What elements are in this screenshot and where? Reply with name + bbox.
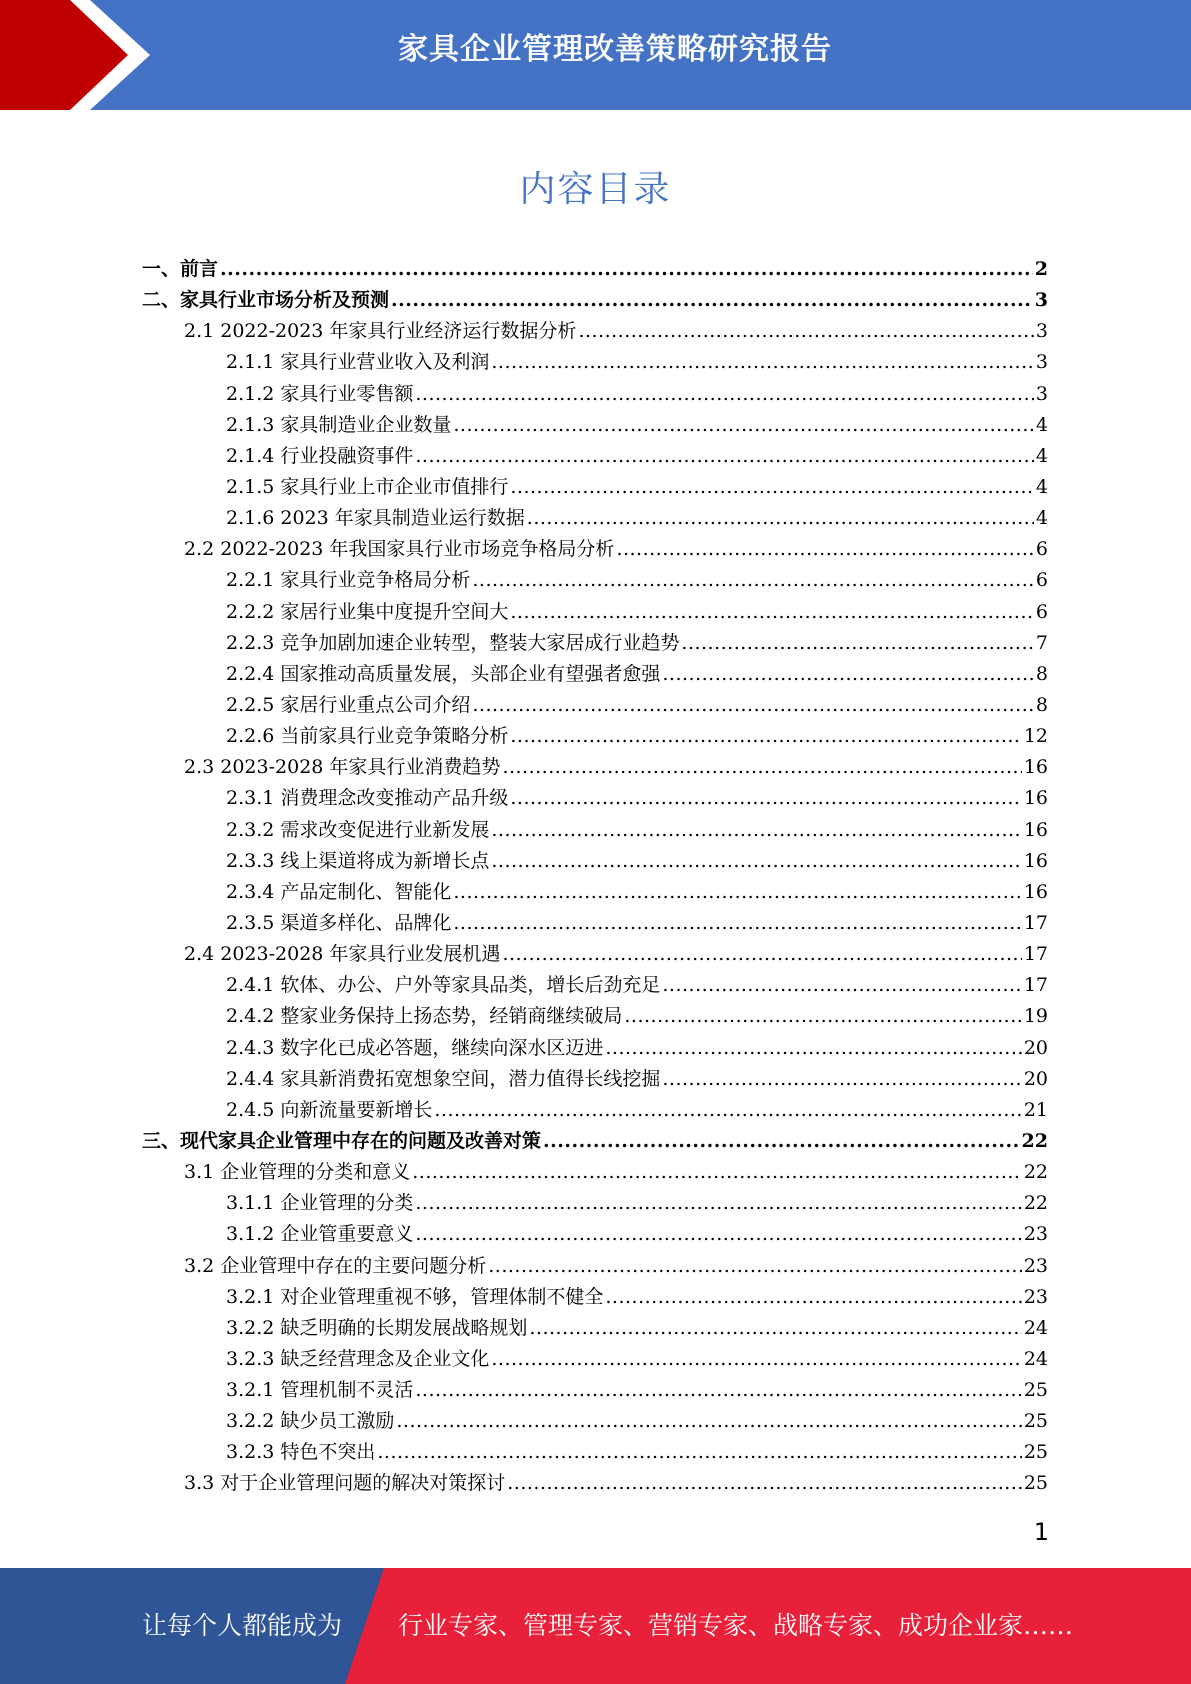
toc-entry-page: 16 — [1023, 787, 1048, 810]
toc-entry[interactable] — [142, 1033, 1048, 1064]
toc-entry[interactable] — [142, 1375, 1048, 1406]
toc-entry-page: 21 — [1023, 1098, 1048, 1121]
toc-entry-label: 2.2.4 国家推动高质量发展，头部企业有望强者愈强 — [226, 662, 661, 685]
toc-dot-leader — [453, 877, 1021, 908]
toc-dot-leader — [453, 908, 1021, 939]
toc-entry-page: 23 — [1023, 1223, 1048, 1246]
toc-entry-label: 2.4 2023-2028 年家具行业发展机遇 — [184, 943, 501, 966]
toc-entry[interactable] — [142, 472, 1048, 503]
toc-dot-leader — [605, 1033, 1021, 1064]
toc-dot-leader — [491, 846, 1021, 877]
toc-entry[interactable] — [142, 1188, 1048, 1219]
toc-dot-leader — [415, 379, 1034, 410]
toc-entry-page: 6 — [1035, 600, 1048, 623]
toc-entry-page: 25 — [1023, 1472, 1048, 1495]
toc-entry-page: 22 — [1023, 1161, 1048, 1184]
toc-entry-label: 2.4.4 家具新消费拓宽想象空间，潜力值得长线挖掘 — [226, 1067, 661, 1090]
footer-slogan-left: 让每个人都能成为 — [142, 1611, 343, 1640]
toc-entry-label: 2.3.3 线上渠道将成为新增长点 — [226, 849, 490, 872]
toc-entry-label: 2.2.2 家居行业集中度提升空间大 — [226, 600, 509, 623]
toc-entry-label: 一、前言 — [142, 258, 219, 280]
toc-entry-page: 3 — [1035, 382, 1048, 405]
toc-dot-leader — [434, 1095, 1021, 1126]
toc-entry[interactable] — [142, 410, 1048, 441]
toc-entry-page: 16 — [1023, 849, 1048, 872]
toc-entry-label: 3.2.2 缺乏明确的长期发展战略规划 — [226, 1316, 528, 1339]
toc-entry-page: 25 — [1023, 1379, 1048, 1402]
toc-dot-leader — [510, 472, 1034, 503]
toc-entry[interactable] — [142, 503, 1048, 534]
toc-entry-label: 2.3 2023-2028 年家具行业消费趋势 — [184, 756, 501, 779]
toc-entry-page: 19 — [1023, 1005, 1048, 1028]
toc-dot-leader — [507, 1468, 1022, 1499]
toc-entry[interactable] — [142, 285, 1048, 316]
toc-entry[interactable] — [142, 939, 1048, 970]
toc-dot-leader — [472, 565, 1034, 596]
toc-entry[interactable] — [142, 1468, 1048, 1499]
toc-entry[interactable] — [142, 628, 1048, 659]
toc-dot-leader — [529, 1313, 1021, 1344]
toc-entry-page: 25 — [1023, 1410, 1048, 1433]
toc-entry[interactable] — [142, 970, 1048, 1001]
toc-dot-leader — [624, 1001, 1021, 1032]
toc-dot-leader — [415, 1188, 1021, 1219]
toc-entry-page: 17 — [1023, 911, 1048, 934]
toc-entry-label: 3.2.1 对企业管理重视不够，管理体制不健全 — [226, 1285, 604, 1308]
toc-entry[interactable] — [142, 597, 1048, 628]
toc-dot-leader — [502, 939, 1021, 970]
toc-entry[interactable] — [142, 1126, 1048, 1157]
toc-entry[interactable] — [142, 1282, 1048, 1313]
toc-entry-page: 6 — [1035, 569, 1048, 592]
toc-entry-page: 20 — [1023, 1036, 1048, 1059]
toc-dot-leader — [453, 410, 1034, 441]
toc-dot-leader — [377, 1437, 1021, 1468]
toc-entry[interactable] — [142, 752, 1048, 783]
toc-entry-label: 2.2 2022-2023 年我国家具行业市场竞争格局分析 — [184, 538, 615, 561]
toc-dot-leader — [510, 597, 1034, 628]
toc-entry-page: 23 — [1023, 1285, 1048, 1308]
toc-entry-page: 17 — [1023, 974, 1048, 997]
toc-dot-leader — [396, 1406, 1021, 1437]
footer-slogan-right: 行业专家、管理专家、营销专家、战略专家、成功企业家…… — [398, 1611, 1074, 1640]
toc-entry[interactable] — [142, 721, 1048, 752]
toc-dot-leader — [491, 815, 1021, 846]
toc-entry-label: 2.3.2 需求改变促进行业新发展 — [226, 818, 490, 841]
toc-entry-page: 24 — [1023, 1347, 1048, 1370]
toc-dot-leader — [527, 503, 1034, 534]
toc-dot-leader — [510, 783, 1021, 814]
toc-entry[interactable] — [142, 659, 1048, 690]
toc-entry-label: 3.1 企业管理的分类和意义 — [184, 1161, 411, 1184]
toc-entry-label: 3.1.1 企业管理的分类 — [226, 1192, 414, 1215]
toc-entry-label: 2.2.3 竞争加剧加速企业转型，整装大家居成行业趋势 — [226, 631, 680, 654]
report-title: 家具企业管理改善策略研究报告 — [398, 32, 832, 67]
toc-entry[interactable] — [142, 1437, 1048, 1468]
toc-dot-leader — [502, 752, 1021, 783]
toc-dot-leader — [543, 1126, 1020, 1157]
toc-entry-label: 3.3 对于企业管理问题的解决对策探讨 — [184, 1472, 506, 1495]
toc-entry-label: 2.2.5 家居行业重点公司介绍 — [226, 693, 471, 716]
toc-entry-label: 2.4.5 向新流量要新增长 — [226, 1098, 433, 1121]
toc-dot-leader — [472, 690, 1034, 721]
toc-dot-leader — [578, 316, 1033, 347]
toc-entry-label: 2.4.2 整家业务保持上扬态势，经销商继续破局 — [226, 1005, 623, 1028]
toc-entry-label: 3.2 企业管理中存在的主要问题分析 — [184, 1254, 487, 1277]
toc-entry-page: 7 — [1035, 631, 1048, 654]
toc-entry[interactable] — [142, 1219, 1048, 1250]
toc-entry-page: 25 — [1023, 1441, 1048, 1464]
toc-entry[interactable] — [142, 1157, 1048, 1188]
toc-dot-leader — [491, 347, 1034, 378]
toc-entry[interactable] — [142, 1344, 1048, 1375]
toc-dot-leader — [605, 1282, 1021, 1313]
page-footer — [0, 1568, 1191, 1684]
toc-dot-leader — [681, 628, 1034, 659]
toc-dot-leader — [662, 1064, 1021, 1095]
toc-entry-page: 23 — [1023, 1254, 1048, 1277]
toc-entry[interactable] — [142, 379, 1048, 410]
toc-entry-label: 3.2.3 缺乏经营理念及企业文化 — [226, 1347, 490, 1370]
toc-entry-label: 2.1.2 家具行业零售额 — [226, 382, 414, 405]
toc-entry-page: 16 — [1023, 756, 1048, 779]
page-header — [0, 0, 1191, 110]
toc-entry[interactable] — [142, 316, 1048, 347]
toc-entry[interactable] — [142, 1313, 1048, 1344]
toc-entry[interactable] — [142, 441, 1048, 472]
toc-dot-leader — [412, 1157, 1022, 1188]
toc-entry-label: 2.2.1 家具行业竞争格局分析 — [226, 569, 471, 592]
toc-entry[interactable] — [142, 846, 1048, 877]
toc-dot-leader — [415, 441, 1034, 472]
toc-entry-label: 2.1.3 家具制造业企业数量 — [226, 413, 452, 436]
toc-entry-label: 2.1.5 家具行业上市企业市值排行 — [226, 475, 509, 498]
toc-entry-label: 2.2.6 当前家具行业竞争策略分析 — [226, 725, 509, 748]
toc-entry-page: 3 — [1035, 320, 1048, 343]
toc-dot-leader — [662, 659, 1034, 690]
toc-entry[interactable] — [142, 908, 1048, 939]
toc-entry-label: 2.4.1 软体、办公、户外等家具品类，增长后劲充足 — [226, 974, 661, 997]
toc-entry-label: 三、现代家具企业管理中存在的问题及改善对策 — [142, 1129, 542, 1152]
toc-entry-page: 8 — [1035, 693, 1048, 716]
toc-entry-label: 2.3.1 消费理念改变推动产品升级 — [226, 787, 509, 810]
toc-entry-page: 20 — [1023, 1067, 1048, 1090]
toc-entry[interactable] — [142, 565, 1048, 596]
table-of-contents — [142, 254, 1048, 1500]
toc-entry[interactable] — [142, 1064, 1048, 1095]
toc-dot-leader — [415, 1219, 1021, 1250]
toc-entry-label: 2.1.4 行业投融资事件 — [226, 444, 414, 467]
toc-dot-leader — [510, 721, 1021, 752]
toc-entry-label: 2.4.3 数字化已成必答题，继续向深水区迈进 — [226, 1036, 604, 1059]
toc-entry[interactable] — [142, 1095, 1048, 1126]
toc-entry-page: 2 — [1034, 258, 1048, 280]
toc-entry-label: 3.2.1 管理机制不灵活 — [226, 1379, 414, 1402]
toc-entry-page: 16 — [1023, 818, 1048, 841]
toc-dot-leader — [415, 1375, 1021, 1406]
toc-entry-page: 4 — [1035, 413, 1048, 436]
toc-entry-label: 3.1.2 企业管重要意义 — [226, 1223, 414, 1246]
toc-entry[interactable] — [142, 1406, 1048, 1437]
toc-entry-page: 24 — [1023, 1316, 1048, 1339]
toc-entry-label: 二、家具行业市场分析及预测 — [142, 289, 390, 312]
toc-dot-leader — [616, 534, 1033, 565]
toc-entry[interactable] — [142, 815, 1048, 846]
toc-dot-leader — [491, 1344, 1021, 1375]
toc-entry-page: 3 — [1035, 351, 1048, 374]
toc-entry-page: 12 — [1023, 725, 1048, 748]
toc-heading: 内容目录 — [519, 169, 672, 210]
toc-entry[interactable] — [142, 254, 1048, 285]
toc-entry-label: 2.3.4 产品定制化、智能化 — [226, 880, 452, 903]
toc-entry[interactable] — [142, 783, 1048, 814]
toc-entry-label: 2.1.1 家具行业营业收入及利润 — [226, 351, 490, 374]
toc-entry-page: 22 — [1021, 1129, 1048, 1152]
toc-entry-page: 8 — [1035, 662, 1048, 685]
toc-dot-leader — [662, 970, 1021, 1001]
toc-entry-page: 22 — [1023, 1192, 1048, 1215]
toc-entry-page: 6 — [1035, 538, 1048, 561]
toc-entry-page: 3 — [1034, 289, 1048, 312]
toc-entry-label: 2.1 2022-2023 年家具行业经济运行数据分析 — [184, 320, 577, 343]
toc-entry-label: 2.3.5 渠道多样化、品牌化 — [226, 911, 452, 934]
toc-entry[interactable] — [142, 1251, 1048, 1282]
toc-dot-leader — [391, 285, 1033, 316]
toc-entry[interactable] — [142, 534, 1048, 565]
toc-entry-page: 16 — [1023, 880, 1048, 903]
toc-entry[interactable] — [142, 690, 1048, 721]
toc-dot-leader — [488, 1251, 1022, 1282]
toc-entry[interactable] — [142, 347, 1048, 378]
toc-entry[interactable] — [142, 877, 1048, 908]
toc-entry-label: 3.2.2 缺少员工激励 — [226, 1410, 395, 1433]
toc-entry-label: 3.2.3 特色不突出 — [226, 1441, 376, 1464]
page-number: 1 — [1033, 1518, 1049, 1546]
toc-entry-page: 4 — [1035, 507, 1048, 530]
toc-entry-page: 4 — [1035, 475, 1048, 498]
toc-entry[interactable] — [142, 1001, 1048, 1032]
toc-entry-page: 4 — [1035, 444, 1048, 467]
toc-entry-label: 2.1.6 2023 年家具制造业运行数据 — [226, 507, 525, 530]
toc-entry-page: 17 — [1023, 943, 1048, 966]
toc-dot-leader — [220, 254, 1033, 285]
